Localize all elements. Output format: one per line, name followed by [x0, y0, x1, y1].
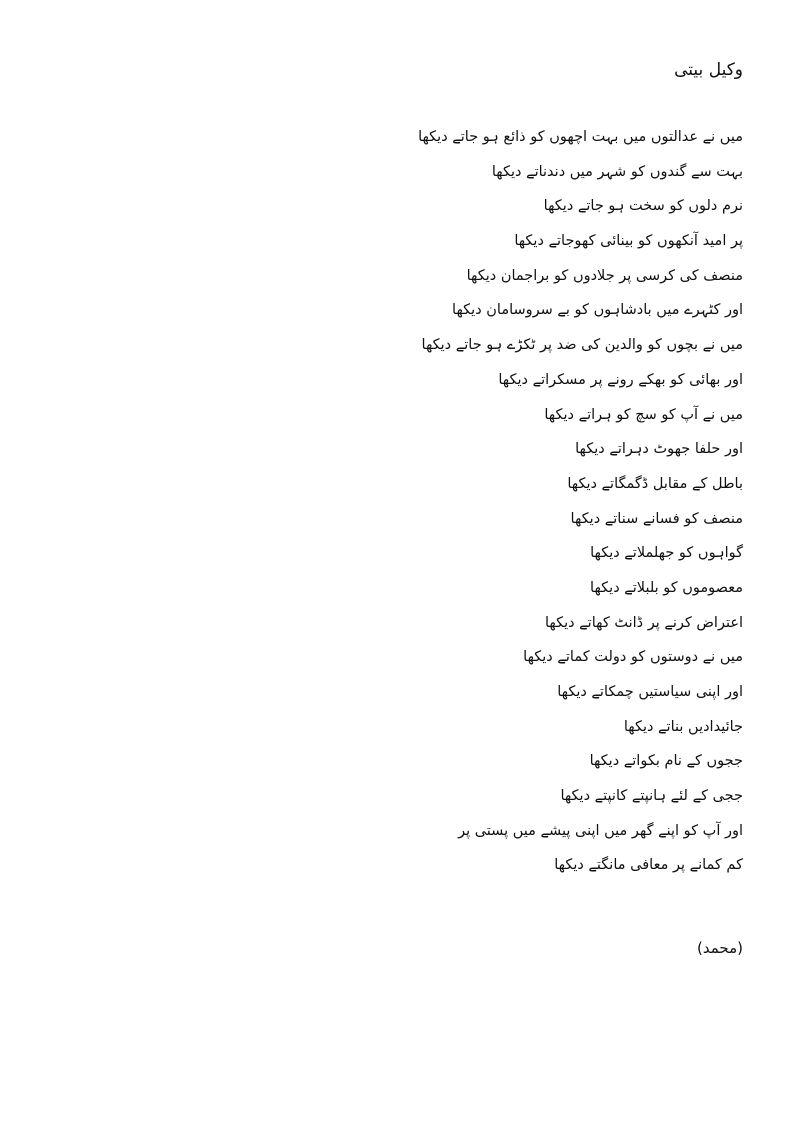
poem-line: گواہوں کو جھلملاتے دیکھا [590, 545, 743, 562]
poem-lines [263, 120, 743, 883]
poem-line: اور حلفا جھوٹ دہراتے دیکھا [575, 441, 743, 458]
poem-line: میں نے دوستوں کو دولت کماتے دیکھا [523, 649, 743, 666]
poem-line: نرم دلوں کو سخت ہو جاتے دیکھا [543, 198, 743, 215]
poem-line: میں نے عدالتوں میں بہت اچھوں کو ذائع ہو جاتے دیکھا [418, 129, 743, 145]
poem-line: اعتراض کرنے پر ڈانٹ کھاتے دیکھا [544, 614, 743, 631]
poem-line: میں نے آپ کو سچ کو ہراتے دیکھا [544, 406, 743, 423]
poem-line: اور کٹہرے میں بادشاہوں کو بے سروسامان دیکھا [452, 302, 743, 319]
poem-line: باطل کے مقابل ڈگمگاتے دیکھا [567, 475, 743, 492]
poem-line: اور آپ کو اپنے گھر میں اپنی پیشے میں پستی پر [458, 822, 743, 839]
poem-line: جائیدادیں بناتے دیکھا [623, 718, 743, 735]
poem-line: منصف کی کرسی پر جلادوں کو براجمان دیکھا [466, 267, 743, 284]
poem-line: میں نے بچوں کو والدین کی ضد پر ٹکڑے ہو جاتے دیکھا [421, 337, 743, 354]
poem-line: معصوموں کو بلبلاتے دیکھا [590, 579, 743, 596]
poem-line: منصف کو فسانے سناتے دیکھا [570, 510, 743, 527]
poem-line: ججوں کے نام بکواتے دیکھا [589, 753, 743, 770]
author-signature: (محمد) [697, 939, 743, 957]
poem-line: بہت سے گندوں کو شہر میں دندناتے دیکھا [491, 163, 743, 180]
poem-line: ججی کے لئے ہانپتے کانپتے دیکھا [560, 788, 743, 805]
poem-line: پر امید آنکھوں کو بینائی کھوجاتے دیکھا [514, 233, 743, 250]
poem-line: اور اپنی سیاستیں چمکاتے دیکھا [557, 684, 743, 700]
poem-title: وکیل بیتی [674, 60, 743, 80]
poem-line: کم کمانے پر معافی مانگتے دیکھا [554, 857, 743, 874]
poem-line: اور بھائی کو بھکے رونے پر مسکراتے دیکھا [498, 371, 743, 388]
